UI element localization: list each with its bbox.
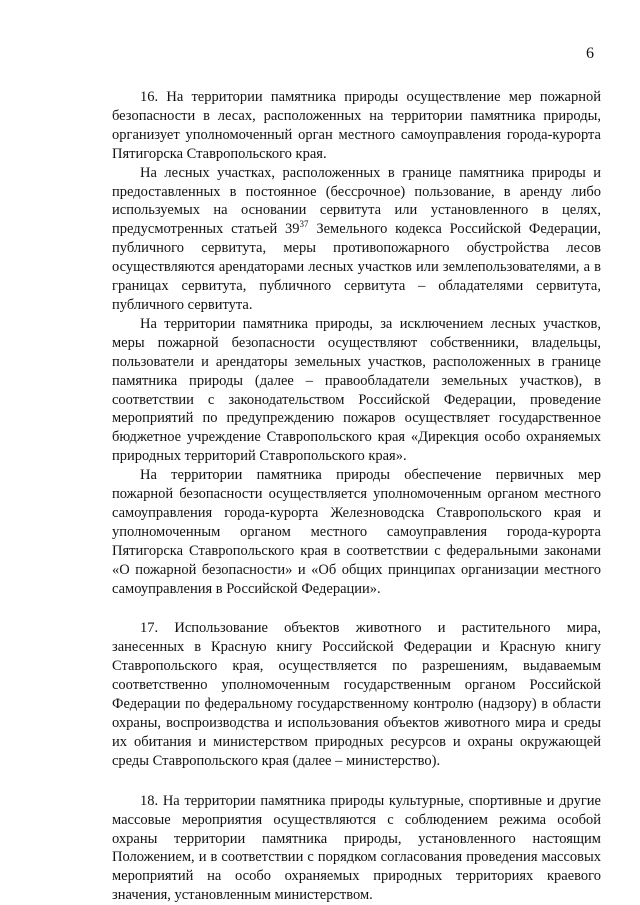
article-superscript: 37 [299, 219, 309, 230]
paragraph-primary-fire-measures: На территории памятника природы обеспечение первичных мер пожарной безопасности осуществляется уполномоченным органом местного самоуправления города-курорта Железноводска Ставропольского края и уполномоченным органом местного самоуправления города-курорта Пятигорска Ставропольского края в соответствии с федеральными законами «О пожарной безопасности» и «Об общих принципах организации местного самоуправления в Российской Федерации». [112, 467, 601, 597]
paragraph-forest-plots [112, 164, 601, 315]
paragraph-forest-plots-text-after: Земельного кодекса Российской Федерации, публичного сервитута, меры противопожарного обустройства лесов осуществляются арендаторами лесных участков или землепользователями, а в границах сервитута, публичного сервитута – обладателями сервитута, публичного сервитута. [112, 221, 601, 313]
paragraph-16-fire-safety: 16. На территории памятника природы осуществление мер пожарной безопасности в лесах, расположенных на территории памятника природы, организует уполномоченный орган местного самоуправления города-курорта Пятигорска Ставропольского края. [112, 89, 601, 162]
page-number: 6 [586, 45, 594, 62]
paragraph-18-mass-events: 18. На территории памятника природы культурные, спортивные и другие массовые мероприятия осуществляются с соблюдением режима особой охраны территории памятника природы, установленного настоящим Положением, и в соответствии с порядком согласования проведения массовых мероприятий на особо охраняемых природных территориях краевого значения, установленным министерством. [112, 792, 601, 904]
document-body [112, 88, 601, 905]
paragraph-land-plots: На территории памятника природы, за исключением лесных участков, меры пожарной безопасности осуществляют собственники, владельцы, пользователи и арендаторы земельных участков, расположенных в границе памятника природы (далее – правообладатели земельных участков), в соответствии с законодательством Российской Федерации, проведение мероприятий по предупреждению пожаров осуществляет государственное бюджетное учреждение Ставропольского края «Дирекция особо охраняемых природных территорий Ставропольского края». [112, 315, 601, 465]
paragraph-17-red-book: 17. Использование объектов животного и растительного мира, занесенных в Красную книгу Российской Федерации и Красную книгу Ставропольского края, осуществляется по разрешениям, выдаваемым соответственно уполномоченным государственным органом Российской Федерации по федеральному государственному контролю (надзору) в области охраны, воспроизводства и использования объектов животного мира и среды их обитания и министерством природных ресурсов и охраны окружающей среды Ставропольского края (далее – министерство). [112, 620, 601, 769]
paragraph-forest-plots-text-before: На лесных участках, расположенных в границе памятника природы и предоставленных в постоянное (бессрочное) пользование, в аренду либо используемых на основании сервитута или установленного в целях, предусмотренных статьей 39 [112, 164, 601, 238]
